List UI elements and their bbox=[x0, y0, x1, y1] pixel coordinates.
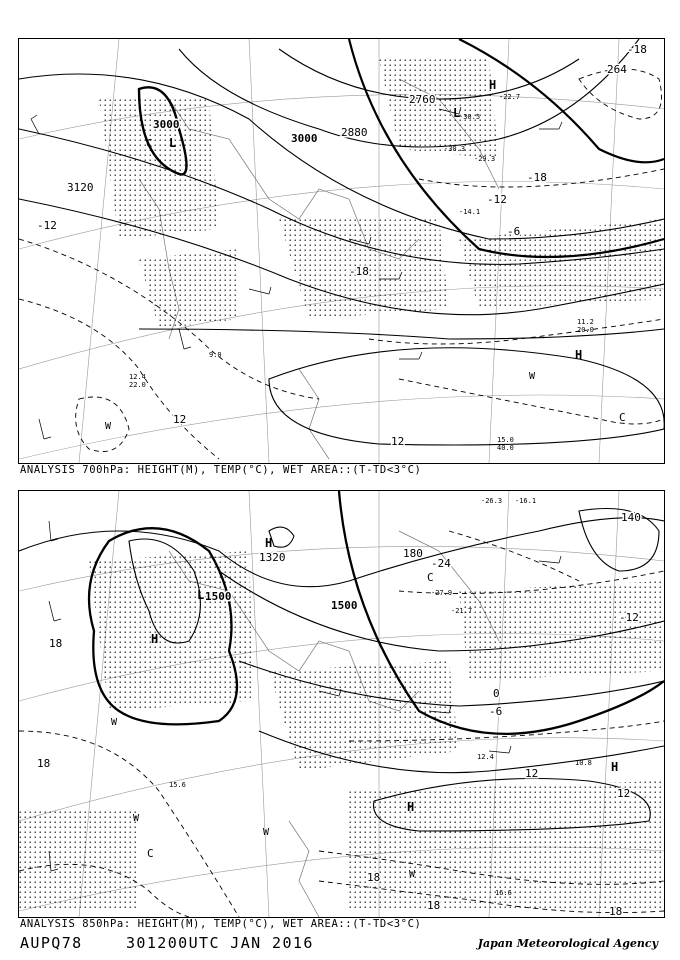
height-label: 1500 bbox=[331, 599, 358, 612]
map-850hpa bbox=[18, 490, 665, 918]
station-value: 22.0 bbox=[129, 381, 146, 389]
temp-label: 18 bbox=[427, 899, 441, 912]
station-value: -14.1 bbox=[459, 208, 481, 216]
warm-symbol: W bbox=[105, 421, 112, 432]
station-value: -26.3 bbox=[481, 497, 503, 505]
low-symbol: L bbox=[197, 588, 205, 602]
station-value: 40.0 bbox=[497, 444, 514, 452]
temp-label: 12 bbox=[525, 767, 539, 780]
temp-label: 12 bbox=[173, 413, 187, 426]
height-label: 2880 bbox=[341, 126, 368, 139]
temp-label: 0 bbox=[493, 687, 500, 700]
height-label: 1500 bbox=[205, 590, 232, 603]
station-value: -16.1 bbox=[515, 497, 537, 505]
temp-label: -18 bbox=[627, 43, 647, 56]
height-label: 3120 bbox=[67, 181, 94, 194]
warm-symbol: W bbox=[263, 827, 270, 838]
temp-label: 18 bbox=[367, 871, 381, 884]
station-value: -30.5 bbox=[459, 113, 481, 121]
temp-label: -24 bbox=[431, 557, 451, 570]
cold-symbol: C bbox=[427, 571, 434, 584]
height-label: 3000 bbox=[153, 118, 180, 131]
temp-label: 18 bbox=[49, 637, 63, 650]
high-symbol: H bbox=[575, 348, 583, 362]
warm-symbol: W bbox=[111, 717, 118, 728]
cold-symbol: C bbox=[619, 411, 626, 424]
map-850hpa-canvas bbox=[19, 491, 664, 917]
agency-name: Japan Meteorological Agency bbox=[477, 937, 658, 950]
height-label: 3000 bbox=[291, 132, 318, 145]
cold-symbol: C bbox=[147, 847, 154, 860]
height-label: 264 bbox=[607, 63, 627, 76]
station-value: 10.8 bbox=[575, 759, 592, 767]
station-value: -30.3 bbox=[444, 145, 466, 153]
warm-symbol: W bbox=[133, 813, 140, 824]
station-value: 11.2 bbox=[577, 318, 594, 326]
warm-symbol: W bbox=[409, 869, 416, 880]
temp-label: -6 bbox=[489, 705, 503, 718]
station-value: 15.0 bbox=[497, 436, 514, 444]
low-symbol: L bbox=[169, 136, 177, 150]
map-700hpa-canvas bbox=[19, 39, 664, 463]
temp-label: -12 bbox=[37, 219, 57, 232]
temp-label: -18 bbox=[527, 171, 547, 184]
high-symbol: H bbox=[265, 536, 273, 550]
caption-700hpa: ANALYSIS 700hPa: HEIGHT(M), TEMP(°C), WET AREA::(T-TD<3°C) bbox=[20, 464, 422, 476]
station-value: 12.4 bbox=[129, 373, 146, 381]
caption-850hpa: ANALYSIS 850hPa: HEIGHT(M), TEMP(°C), WET AREA::(T-TD<3°C) bbox=[20, 918, 422, 930]
station-value: -27.9 bbox=[431, 589, 453, 597]
temp-label: -12 bbox=[487, 193, 507, 206]
cold-symbol: C bbox=[146, 137, 153, 150]
temp-label: 18 bbox=[609, 905, 623, 917]
high-symbol: H bbox=[489, 78, 497, 92]
height-label: 180 bbox=[403, 547, 423, 560]
temp-label: 12 bbox=[391, 435, 405, 448]
chart-code: AUPQ78 bbox=[20, 934, 83, 952]
station-value: -21.7 bbox=[451, 607, 473, 615]
station-value: 12.4 bbox=[477, 753, 494, 761]
map-700hpa bbox=[18, 38, 665, 464]
high-symbol: H bbox=[151, 632, 159, 646]
station-value: 20.0 bbox=[577, 326, 594, 334]
temp-label: 12 bbox=[617, 787, 631, 800]
height-label: 2760 bbox=[409, 93, 436, 106]
station-value: -22.7 bbox=[499, 93, 521, 101]
station-value: -29.3 bbox=[474, 155, 496, 163]
temp-label: -12 bbox=[619, 611, 639, 624]
station-value: 15.6 bbox=[169, 781, 186, 789]
temp-label: -6 bbox=[507, 225, 521, 238]
station-value: 16.6 bbox=[495, 889, 512, 897]
low-symbol: L bbox=[453, 106, 461, 120]
high-symbol: H bbox=[611, 760, 619, 774]
height-label: 140 bbox=[621, 511, 641, 524]
warm-symbol: W bbox=[529, 371, 536, 382]
high-symbol: H bbox=[407, 800, 415, 814]
height-label: 1320 bbox=[259, 551, 286, 564]
temp-label: 18 bbox=[37, 757, 51, 770]
station-value: 9.0 bbox=[209, 351, 222, 359]
temp-label: -18 bbox=[349, 265, 369, 278]
valid-time: 301200UTC JAN 2016 bbox=[126, 934, 314, 952]
